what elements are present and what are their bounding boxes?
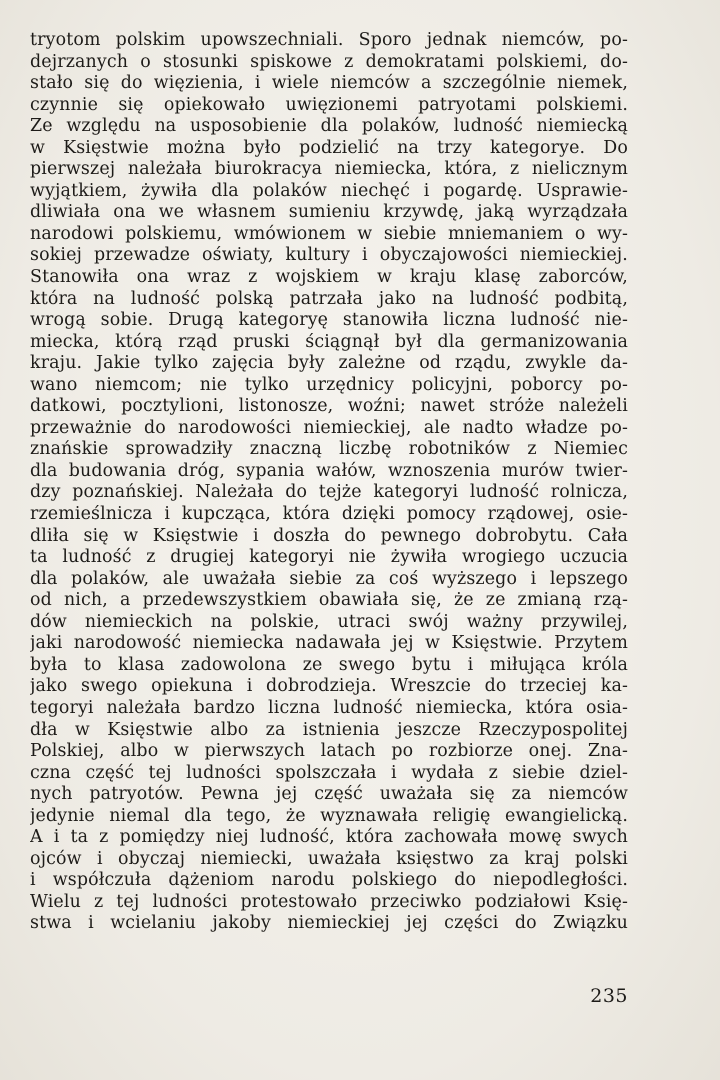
text-line: dów niemieckich na polskie, utraci swój ważny przywilej, bbox=[30, 611, 628, 632]
text-line: tryotom polskim upowszechniali. Sporo jednak niemców, po- bbox=[30, 30, 628, 50]
text-line: od nich, a przedewszystkiem obawiała się, że ze zmianą rzą- bbox=[30, 590, 628, 611]
text-line: wyjątkiem, żywiła dla polaków niechęć i pogardę. Usprawie- bbox=[30, 180, 628, 201]
text-line: dła w Księstwie albo za istnienia jeszcze Rzeczypospolitej bbox=[30, 719, 628, 740]
text-line: w Księstwie można było podzielić na trzy kategorye. Do bbox=[30, 137, 628, 158]
text-line: datkowi, pocztylioni, listonosze, woźni; nawet stróże należeli bbox=[30, 396, 628, 417]
text-line: Wielu z tej ludności protestowało przeciwko podziałowi Księ- bbox=[30, 891, 628, 912]
text-line: czna część tej ludności spolszczała i wydała z siebie dziel- bbox=[30, 762, 628, 783]
text-line: wrogą sobie. Drugą kategoryę stanowiła liczna ludność nie- bbox=[30, 310, 628, 331]
text-line: Polskiej, albo w pierwszych latach po rozbiorze onej. Zna- bbox=[30, 741, 628, 762]
text-line: rzemieślnicza i kupcząca, która dzięki pomocy rządowej, osie- bbox=[30, 504, 628, 525]
text-line: narodowi polskiemu, wmówionem w siebie mniemaniem o wy- bbox=[30, 223, 628, 244]
text-line: miecka, którą rząd pruski ściągnął był dla germanizowania bbox=[30, 331, 628, 352]
text-line: dla budowania dróg, sypania wałów, wznoszenia murów twier- bbox=[30, 460, 628, 481]
text-line: stwa i wcielaniu jakoby niemieckiej jej części do Związku bbox=[30, 913, 628, 934]
text-line: kraju. Jakie tylko zajęcia były zależne od rządu, zwykle da- bbox=[30, 353, 628, 374]
text-line: stało się do więzienia, i wiele niemców a szczególnie niemek, bbox=[30, 73, 628, 94]
text-line: była to klasa zadowolona ze swego bytu i miłująca króla bbox=[30, 654, 628, 675]
text-line: Ze względu na usposobienie dla polaków, ludność niemiecką bbox=[30, 116, 628, 137]
text-line: wano niemcom; nie tylko urzędnicy policyjni, poborcy po- bbox=[30, 374, 628, 395]
body-text bbox=[30, 30, 628, 935]
text-line: która na ludność polską patrzała jako na ludność podbitą, bbox=[30, 288, 628, 309]
text-line: dliwiała ona we własnem sumieniu krzywdę, jaką wyrządzała bbox=[30, 202, 628, 223]
text-line: jedynie niemal dla tego, że wyznawała religię ewangielicką. bbox=[30, 805, 628, 826]
text-line: A i ta z pomiędzy niej ludność, która zachowała mowę swych bbox=[30, 827, 628, 848]
text-line: dzy poznańskiej. Należała do tejże kategoryi ludność rolnicza, bbox=[30, 482, 628, 503]
text-line: nych patryotów. Pewna jej część uważała się za niemców bbox=[30, 784, 628, 805]
text-line: pierwszej należała biurokracya niemiecka, która, z nielicznym bbox=[30, 159, 628, 180]
text-line: czynnie się opiekowało uwięzionemi patryotami polskiemi. bbox=[30, 94, 628, 115]
text-line: przeważnie do narodowości niemieckiej, ale nadto władze po- bbox=[30, 417, 628, 438]
text-line: dejrzanych o stosunki spiskowe z demokratami polskiemi, do- bbox=[30, 51, 628, 72]
text-line: znańskie sprowadziły znaczną liczbę robotników z Niemiec bbox=[30, 439, 628, 460]
text-line: Stanowiła ona wraz z wojskiem w kraju klasę zaborców, bbox=[30, 267, 628, 288]
text-line: ojców i obyczaj niemiecki, uważała księstwo za kraj polski bbox=[30, 848, 628, 869]
text-line: ta ludność z drugiej kategoryi nie żywiła wrogiego uczucia bbox=[30, 547, 628, 568]
text-line: sokiej przewadze oświaty, kultury i obyczajowości niemieckiej. bbox=[30, 245, 628, 266]
text-line: i współczuła dążeniom narodu polskiego do niepodległości. bbox=[30, 870, 628, 891]
text-line: dliła się w Księstwie i doszła do pewnego dobrobytu. Cała bbox=[30, 525, 628, 546]
page-number: 235 bbox=[590, 985, 628, 1007]
text-line: tegoryi należała bardzo liczna ludność niemiecka, która osia- bbox=[30, 697, 628, 718]
text-line: jako swego opiekuna i dobrodzieja. Wreszcie do trzeciej ka- bbox=[30, 676, 628, 697]
text-line: jaki narodowość niemiecka nadawała jej w Księstwie. Przytem bbox=[30, 633, 628, 654]
text-line: dla polaków, ale uważała siebie za coś wyższego i lepszego bbox=[30, 568, 628, 589]
